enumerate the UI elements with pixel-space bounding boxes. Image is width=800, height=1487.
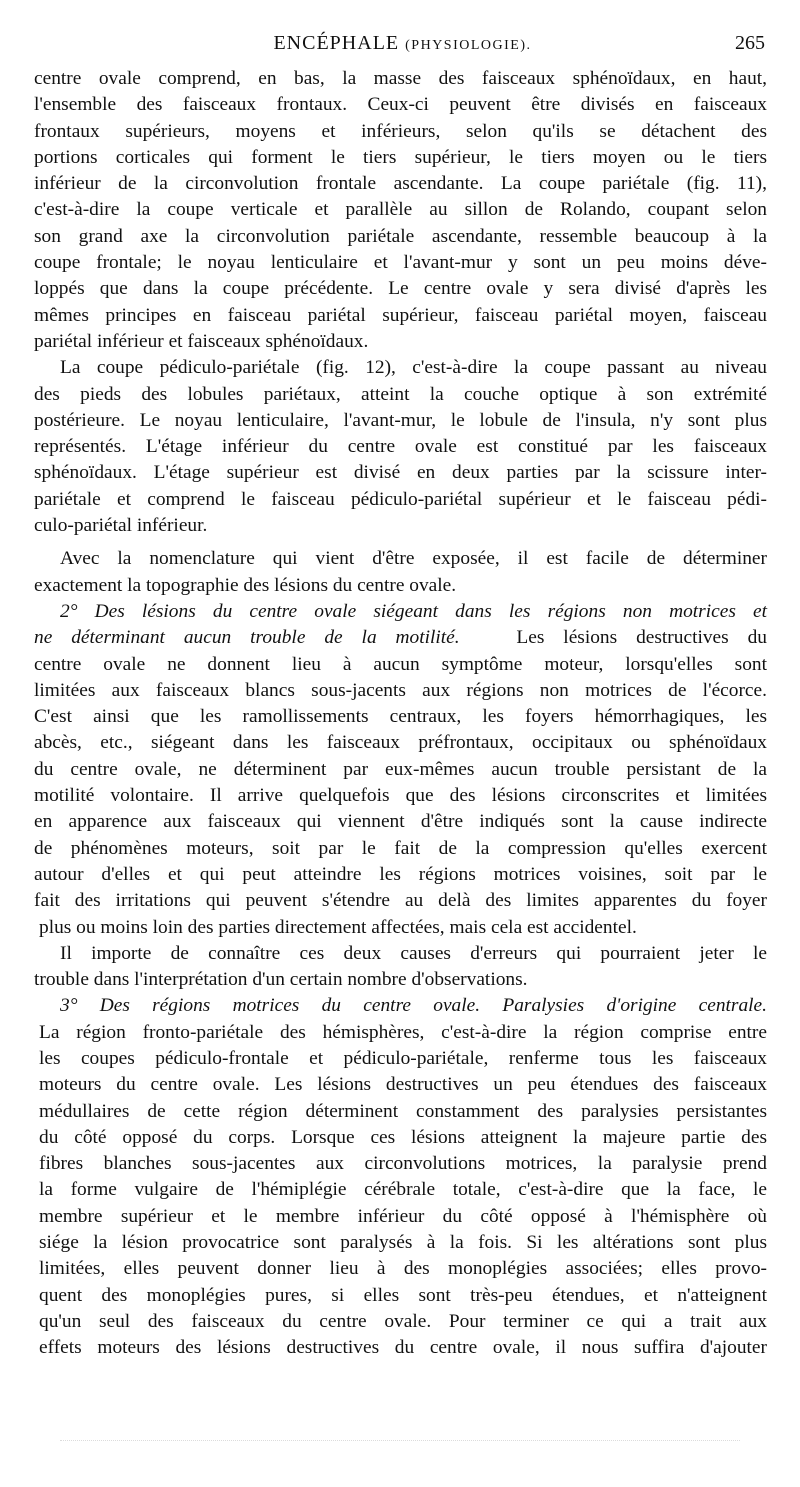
- text-line: les coupes pédiculo-frontale et pédiculo-pariétale, renferme tous les faisceaux: [39, 1047, 767, 1069]
- text-line: loppés que dans la coupe précédente. Le centre ovale y sera divisé d'après les: [34, 278, 767, 300]
- text-line: médullaires de cette région déterminent constamment des paralysies persistantes: [39, 1100, 767, 1122]
- text-line: [34, 625, 767, 651]
- text-line: pariétal inférieur et faisceaux sphénoïdaux.: [34, 330, 369, 352]
- text-line: effets moteurs des lésions destructives du centre ovale, il nous suffira d'ajouter: [39, 1337, 767, 1359]
- page-body: [34, 66, 767, 1362]
- section-regions-motrices: [34, 993, 767, 1361]
- paragraph: [34, 66, 767, 355]
- paragraph: [34, 941, 767, 994]
- text-line: portions corticales qui forment le tiers supérieur, le tiers moyen ou le tiers: [34, 146, 767, 168]
- paragraph: [34, 546, 767, 599]
- text-line: mêmes principes en faisceau pariétal supérieur, faisceau pariétal moyen, faisceau: [34, 304, 767, 326]
- paragraph: [34, 355, 767, 539]
- text-line: centre ovale comprend, en bas, la masse des faisceaux sphénoïdaux, en haut,: [34, 68, 767, 89]
- text-line: Il importe de connaître ces deux causes d'erreurs qui pourraient jeter le: [60, 942, 767, 964]
- running-title-subtitle: (PHYSIOLOGIE).: [405, 38, 532, 53]
- text-line: son grand axe la circonvolution pariétale ascendante, ressemble beaucoup à la: [34, 225, 767, 247]
- text-line: limitées aux faisceaux blancs sous-jacents aux régions non motrices de l'écorce.: [34, 679, 767, 701]
- scan-specks: [60, 1440, 740, 1451]
- text-line: du centre ovale, ne déterminent par eux-mêmes aucun trouble persistant de la: [34, 758, 767, 780]
- text-run: Les lésions destructives du: [516, 627, 767, 649]
- text-line: de phénomènes moteurs, soit par le fait de la compression qu'elles exercent: [34, 837, 767, 859]
- running-header: [40, 32, 765, 62]
- text-line: inférieur de la circonvolution frontale ascendante. La coupe pariétale (fig. 11),: [34, 173, 767, 195]
- text-line: frontaux supérieurs, moyens et inférieurs, selon qu'ils se détachent des: [34, 120, 767, 142]
- text-line: la forme vulgaire de l'hémiplégie cérébrale totale, c'est-à-dire que la face, le: [39, 1179, 767, 1201]
- text-line: coupe frontale; le noyau lenticulaire et l'avant-mur y sont un peu moins déve-: [34, 252, 767, 274]
- text-line: exactement la topographie des lésions du centre ovale.: [34, 574, 457, 596]
- text-line: pariétale et comprend le faisceau pédiculo-pariétal supérieur et le faisceau pédi-: [34, 488, 767, 510]
- text-line: quent des monoplégies pures, si elles sont très-peu étendues, et n'atteignent: [39, 1284, 767, 1306]
- text-line: plus ou moins loin des parties directement affectées, mais cela est accidentel.: [39, 916, 637, 938]
- text-line: abcès, etc., siégeant dans les faisceaux préfrontaux, occipitaux ou sphénoïdaux: [34, 732, 767, 754]
- text-line: représentés. L'étage inférieur du centre ovale est constitué par les faisceaux: [34, 436, 767, 458]
- section-lesions-non-motrices: [34, 599, 767, 941]
- text-line: l'ensemble des faisceaux frontaux. Ceux-ci peuvent être divisés en faisceaux: [34, 94, 767, 116]
- text-line: C'est ainsi que les ramollissements centraux, les foyers hémorrhagiques, les: [34, 706, 767, 728]
- text-line: autour d'elles et qui peut atteindre les régions motrices voisines, soit par le: [34, 863, 767, 885]
- text-line: du côté opposé du corps. Lorsque ces lésions atteignent la majeure partie des: [39, 1126, 767, 1148]
- section-heading: 2° Des lésions du centre ovale siégeant dans les régions non motrices et: [60, 600, 767, 622]
- text-line: en apparence aux faisceaux qui viennent d'être indiqués sont la cause indirecte: [34, 811, 767, 833]
- text-line: siége la lésion provocatrice sont paralysés à la fois. Si les altérations sont plus: [39, 1232, 767, 1254]
- section-heading: 3° Des régions motrices du centre ovale. Paralysies d'origine centrale.: [60, 995, 767, 1017]
- text-line: moteurs du centre ovale. Les lésions destructives un peu étendues des faisceaux: [39, 1074, 767, 1096]
- text-line: La coupe pédiculo-pariétale (fig. 12), c'est-à-dire la coupe passant au niveau: [60, 357, 767, 379]
- text-line: fait des irritations qui peuvent s'étendre au delà des limites apparentes du foyer: [34, 890, 767, 912]
- running-title-main: ENCÉPHALE: [273, 32, 400, 54]
- text-line: culo-pariétal inférieur.: [34, 515, 208, 537]
- text-line: des pieds des lobules pariétaux, atteint la couche optique à son extrémité: [34, 383, 767, 405]
- text-line: qu'un seul des faisceaux du centre ovale. Pour terminer ce qui a trait aux: [39, 1310, 767, 1332]
- text-line: c'est-à-dire la coupe verticale et parallèle au sillon de Rolando, coupant selon: [34, 199, 767, 221]
- text-line: Avec la nomenclature qui vient d'être exposée, il est facile de déterminer: [60, 548, 767, 570]
- text-line: postérieure. Le noyau lenticulaire, l'avant-mur, le lobule de l'insula, n'y sont plus: [34, 409, 767, 431]
- text-line: trouble dans l'interprétation d'un certain nombre d'observations.: [34, 969, 528, 991]
- text-line: sphénoïdaux. L'étage supérieur est divisé en deux parties par la scissure inter-: [34, 462, 767, 484]
- text-line: limitées, elles peuvent donner lieu à des monoplégies associées; elles provo-: [39, 1258, 767, 1280]
- text-line: fibres blanches sous-jacentes aux circonvolutions motrices, la paralysie prend: [39, 1153, 767, 1175]
- text-line: membre supérieur et le membre inférieur du côté opposé à l'hémisphère où: [39, 1205, 767, 1227]
- text-line: centre ovale ne donnent lieu à aucun symptôme moteur, lorsqu'elles sont: [34, 653, 767, 675]
- text-line: motilité volontaire. Il arrive quelquefois que des lésions circonscrites et limitées: [34, 785, 767, 807]
- section-heading-continued: ne déterminant aucun trouble de la motilité.: [34, 627, 460, 649]
- text-line: La région fronto-pariétale des hémisphères, c'est-à-dire la région comprise entre: [39, 1021, 767, 1043]
- page-number: 265: [735, 32, 765, 54]
- running-title: [40, 32, 765, 55]
